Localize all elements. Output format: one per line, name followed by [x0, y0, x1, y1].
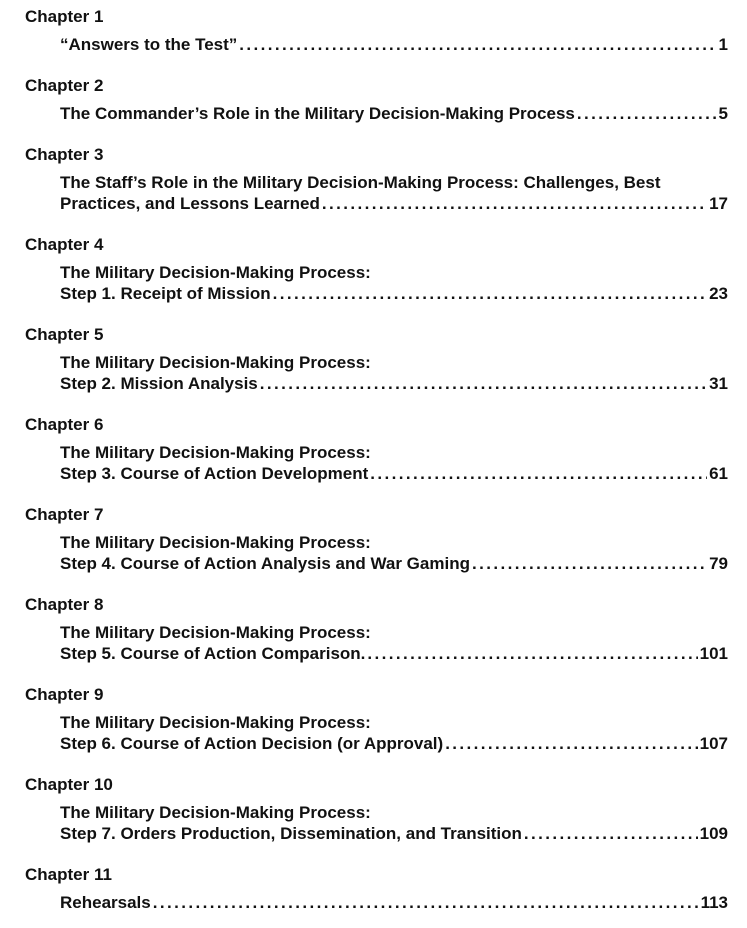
- toc-chapter-6: [25, 414, 728, 504]
- chapter-heading: Chapter 3: [25, 145, 104, 164]
- chapter-heading: Chapter 8: [25, 595, 104, 614]
- dot-leader: [524, 823, 698, 844]
- chapter-heading: Chapter 11: [25, 865, 112, 884]
- entry-title-line: The Military Decision-Making Process:: [60, 623, 371, 642]
- page-number: 31: [709, 374, 728, 393]
- entry-title-line: The Military Decision-Making Process:: [60, 803, 371, 822]
- entry-title: Rehearsals: [60, 893, 151, 912]
- dot-leader: [370, 463, 707, 484]
- toc-entry[interactable]: [60, 103, 728, 124]
- page-number: 113: [700, 893, 728, 912]
- toc-entry[interactable]: [60, 262, 728, 304]
- entry-title: Step 4. Course of Action Analysis and War Gaming: [60, 554, 470, 573]
- toc-chapter-7: [25, 504, 728, 594]
- toc-chapter-2: [25, 75, 728, 144]
- entry-title-line: The Military Decision-Making Process:: [60, 713, 371, 732]
- entry-title: Step 5. Course of Action Comparison.: [60, 644, 366, 663]
- dot-leader: [577, 103, 717, 124]
- chapter-heading: Chapter 1: [25, 7, 104, 26]
- dot-leader: [153, 892, 699, 913]
- page-number: 17: [709, 194, 728, 213]
- entry-title-line: The Military Decision-Making Process:: [60, 263, 371, 282]
- page-number: 5: [718, 104, 728, 123]
- page-number: 79: [709, 554, 728, 573]
- chapter-heading: Chapter 6: [25, 415, 104, 434]
- toc-chapter-4: [25, 234, 728, 324]
- chapter-heading: Chapter 5: [25, 325, 104, 344]
- page-number: 61: [709, 464, 728, 483]
- toc-entry[interactable]: [60, 352, 728, 394]
- dot-leader: [322, 193, 707, 214]
- entry-title: Step 7. Orders Production, Dissemination, and Transition: [60, 824, 522, 843]
- entry-title: Practices, and Lessons Learned: [60, 194, 320, 213]
- toc-entry[interactable]: [60, 442, 728, 484]
- page-number: 1: [718, 35, 728, 54]
- entry-title: The Commander’s Role in the Military Decision-Making Process: [60, 104, 575, 123]
- entry-title: Step 1. Receipt of Mission: [60, 284, 271, 303]
- dot-leader: [239, 34, 716, 55]
- chapter-heading: Chapter 4: [25, 235, 104, 254]
- chapter-heading: Chapter 2: [25, 76, 104, 95]
- chapter-heading: Chapter 7: [25, 505, 104, 524]
- table-of-contents: [25, 6, 728, 926]
- entry-title-line: The Military Decision-Making Process:: [60, 353, 371, 372]
- entry-title: Step 6. Course of Action Decision (or Approval): [60, 734, 444, 753]
- page-number: 109: [699, 824, 728, 843]
- dot-leader: [445, 733, 697, 754]
- page-number: 107: [699, 734, 728, 753]
- entry-title-line: The Military Decision-Making Process:: [60, 443, 371, 462]
- entry-title-line: The Staff’s Role in the Military Decision-Making Process: Challenges, Best: [60, 173, 661, 192]
- toc-chapter-9: [25, 684, 728, 774]
- toc-chapter-1: [25, 6, 728, 68]
- toc-entry[interactable]: [60, 622, 728, 664]
- entry-title: Step 3. Course of Action Development: [60, 464, 369, 483]
- page-number: 23: [709, 284, 728, 303]
- entry-title-line: The Military Decision-Making Process:: [60, 533, 371, 552]
- dot-leader: [260, 373, 707, 394]
- toc-entry[interactable]: [60, 712, 728, 754]
- dot-leader: [472, 553, 707, 574]
- toc-chapter-3: [25, 144, 728, 234]
- toc-chapter-8: [25, 594, 728, 684]
- dot-leader: [367, 643, 697, 664]
- entry-title: “Answers to the Test”: [60, 35, 238, 54]
- toc-chapter-5: [25, 324, 728, 414]
- toc-entry[interactable]: [60, 34, 728, 55]
- toc-chapter-10: [25, 774, 728, 864]
- toc-entry[interactable]: [60, 892, 728, 913]
- page-number: 101: [699, 644, 728, 663]
- dot-leader: [273, 283, 707, 304]
- toc-entry[interactable]: [60, 802, 728, 844]
- entry-title: Step 2. Mission Analysis: [60, 374, 258, 393]
- toc-entry[interactable]: [60, 172, 728, 214]
- chapter-heading: Chapter 9: [25, 685, 104, 704]
- toc-chapter-11: [25, 864, 728, 926]
- toc-entry[interactable]: [60, 532, 728, 574]
- chapter-heading: Chapter 10: [25, 775, 113, 794]
